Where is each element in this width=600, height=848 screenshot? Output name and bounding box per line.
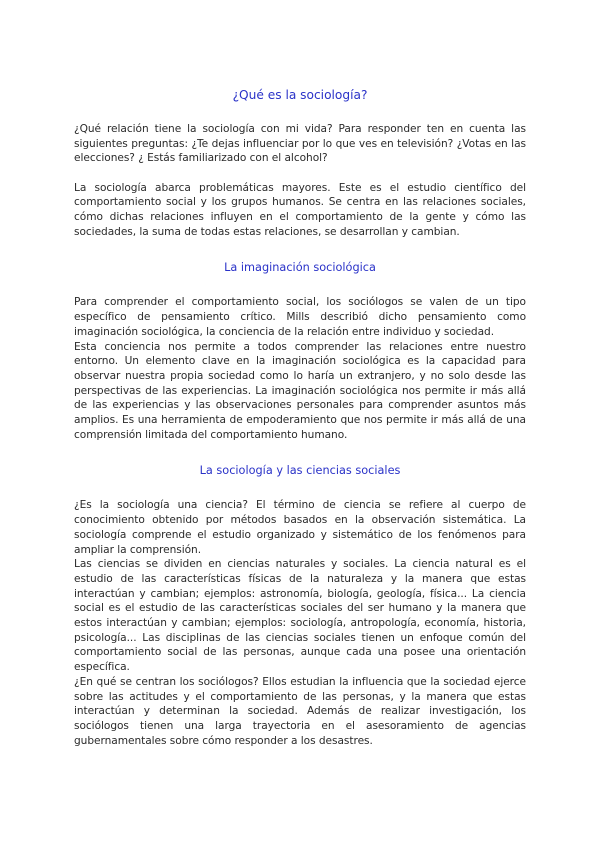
intro-paragraph: La sociología abarca problemáticas mayores. Este es el estudio científico del comportamiento social y los grupos humanos. Se centra en las relaciones sociales, cómo dichas relaciones influyen en el comportamiento de la gente y cómo las sociedades, la suma de todas estas relaciones, se desarrollan y cambian.: [74, 181, 526, 238]
section-heading-ciencias-sociales: La sociología y las ciencias sociales: [199, 464, 401, 478]
section-paragraph: ¿En qué se centran los sociólogos? Ellos estudian la influencia que la sociedad ejerce sobre las actitudes y el comportamiento de las personas, y la manera que estas interactúan y determinan la sociedad. Además de realizar investigación, los sociólogos tienen una larga trayectoria en el asesoramiento de agencias gubernamentales sobre cómo responder a los desastres.: [74, 675, 526, 747]
section-paragraph: Esta conciencia nos permite a todos comprender las relaciones entre nuestro entorno. Un elemento clave en la imaginación sociológica es la capacidad para observar nuestra propia sociedad como lo haría un extranjero, y no solo desde las perspectivas de las experiencias. La imaginación sociológica nos permite ir más allá de las experiencias y las observaciones personales para comprender asuntos más amplios. Es una herramienta de empoderamiento que nos permite ir más allá de una comprensión limitada del comportamiento humano.: [74, 340, 526, 441]
page-title: ¿Qué es la sociología?: [232, 88, 368, 102]
section-paragraph: Para comprender el comportamiento social, los sociólogos se valen de un tipo específico de pensamiento crítico. Mills describió dicho pensamiento como imaginación sociológica, la conciencia de la relación entre individuo y sociedad.: [74, 296, 526, 338]
section-paragraph: ¿Es la sociología una ciencia? El término de ciencia se refiere al cuerpo de conocimiento obtenido por métodos basados en la observación sistemática. La sociología comprende el estudio organizado y sistemático de los fenómenos para ampliar la comprensión.: [74, 499, 526, 556]
section-paragraph: Las ciencias se dividen en ciencias naturales y sociales. La ciencia natural es el estudio de las características físicas de la naturaleza y la manera que estas interactúan y cambian; ejemplos: astronomía, biología, geología, física... La ciencia social es el estudio de las características sociales del ser humano y la manera que estos interactúan y cambian; ejemplos: sociología, antropología, economía, historia, psicología... Las disciplinas de las ciencias sociales tienen un enfoque común del comportamiento social de las personas, aunque cada una posee una orientación específica.: [74, 558, 526, 674]
section-heading-imaginacion: La imaginación sociológica: [224, 261, 376, 275]
intro-paragraph: ¿Qué relación tiene la sociología con mi vida? Para responder ten en cuenta las siguientes preguntas: ¿Te dejas influenciar por lo que ves en televisión? ¿Votas en las elecciones? ¿ Estás familiarizado con el alcohol?: [74, 123, 526, 165]
